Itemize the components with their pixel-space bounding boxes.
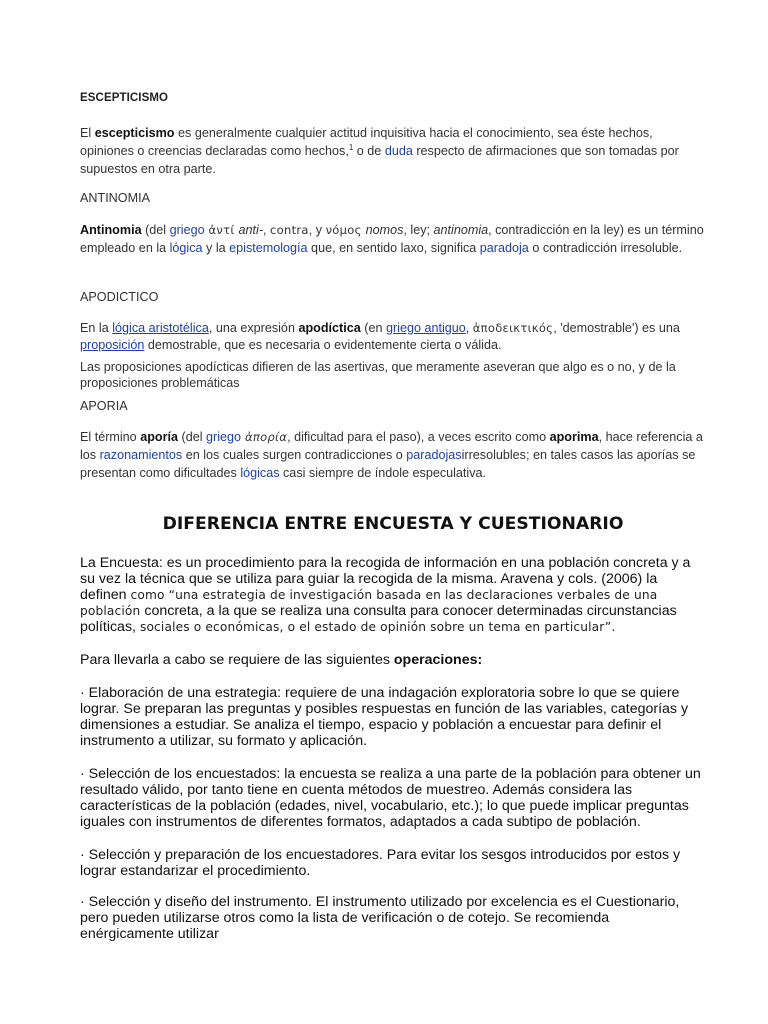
heading-antinomia: ANTINOMIA [80, 191, 150, 205]
link-logica-aristotelica[interactable]: lógica aristotélica [112, 321, 209, 335]
paragraph-antinomia: Antinomia (del griego ἀντί anti-, contra, y νόμος nomos, ley; antinomia, contradicción en la ley) es un término empleado en la lógica y la epistemología que, en sentido laxo, significa paradoja o contradicción irresoluble. [80, 223, 704, 255]
list-item: · Elaboración de una estrategia: requiere de una indagación exploratoria sobre lo que se quiere lograr. Se preparan las preguntas y posibles respuestas en función de las variables, categorías y dimensiones a estudiar. Se analiza el tiempo, espacio y población a encuestar para definir el instrumento a utilizar, su formato y aplicación. [80, 685, 689, 749]
paragraph-escepticismo: El escepticismo es generalmente cualquier actitud inquisitiva hacia el conocimiento, sea éste hechos, opiniones o creencias declaradas como hechos,$^1$ o de duda respecto de afirmaciones que son tomadas por supuestos en otra parte. [80, 126, 679, 176]
paragraph-apodictico-2: Las proposiciones apodícticas difieren de las asertivas, que meramente aseveran que algo es o no, y de la proposiciones problemáticas [80, 360, 676, 390]
heading-apodictico: APODICTICO [80, 290, 159, 304]
paragraph-encuesta: La Encuesta: es un procedimiento para la recogida de información en una población concreta y a su vez la técnica que se utiliza para guiar la recogida de la misma. Aravena y cols. (2006) la definen como “una estrategia de investigación basada en las declaraciones verbales de una población concreta, a la que se realiza una consulta para conocer determinadas circunstancias políticas, sociales o económicas, o el estado de opinión sobre un tema en particular”. [80, 555, 691, 635]
list-item: · Selección y preparación de los encuestadores. Para evitar los sesgos introducidos por estos y lograr estandarizar el procedimiento. [80, 847, 681, 879]
paragraph-operaciones: Para llevarla a cabo se requiere de las siguientes operaciones: [80, 652, 483, 668]
paragraph-apodictico: En la lógica aristotélica, una expresión apodíctica (en griego antiguo, ἀποδεικτικός, 'demostrable') es una proposición demostrable, que es necesaria o evidentemente cierta o válida. [80, 321, 680, 352]
link-epistemologia[interactable]: epistemología [229, 241, 308, 255]
link-griego-antiguo[interactable]: griego antiguo [385, 321, 466, 335]
footnote-ref[interactable]: 1 [348, 142, 354, 152]
section-title: DIFERENCIA ENTRE ENCUESTA Y CUESTIONARIO [162, 514, 624, 534]
link-logicas[interactable]: lógicas [240, 466, 280, 480]
link-razonamientos[interactable]: razonamientos [99, 448, 183, 462]
term-escepticismo: escepticismo [94, 126, 175, 140]
heading-escepticismo: ESCEPTICISMO [80, 92, 169, 104]
link-paradojas[interactable]: paradojas [406, 448, 462, 462]
list-item: · Selección y diseño del instrumento. El instrumento utilizado por excelencia es el Cuestionario, pero pueden utilizarse otros como la lista de verificación o de cotejo. Se recomienda enérgicamente utilizar [80, 894, 680, 942]
link-griego-aporia[interactable]: griego [206, 430, 242, 444]
link-proposicion[interactable]: proposición [80, 338, 145, 352]
paragraph-aporia: El término aporía (del griego ἀπορία, dificultad para el paso), a veces escrito como aporima, hace referencia a los razonamientos en los cuales surgen contradicciones o paradojasirresolubles; en tales casos las aporías se presentan como dificultades lógicas casi siempre de índole especulativa. [80, 430, 703, 480]
link-duda[interactable]: duda [384, 144, 413, 158]
link-paradoja[interactable]: paradoja [479, 241, 529, 255]
heading-aporia: APORIA [80, 399, 128, 413]
link-logica[interactable]: lógica [169, 241, 203, 255]
link-griego[interactable]: griego [169, 223, 205, 237]
list-item: · Selección de los encuestados: la encuesta se realiza a una parte de la población para obtener un resultado válido, por tanto tiene en cuenta métodos de muestreo. Además considera las características de la población (edades, nivel, vocabulario, etc.); lo que puede implicar preguntas iguales con instrumentos de diferentes formatos, adaptados a cada subtipo de población. [80, 766, 701, 830]
